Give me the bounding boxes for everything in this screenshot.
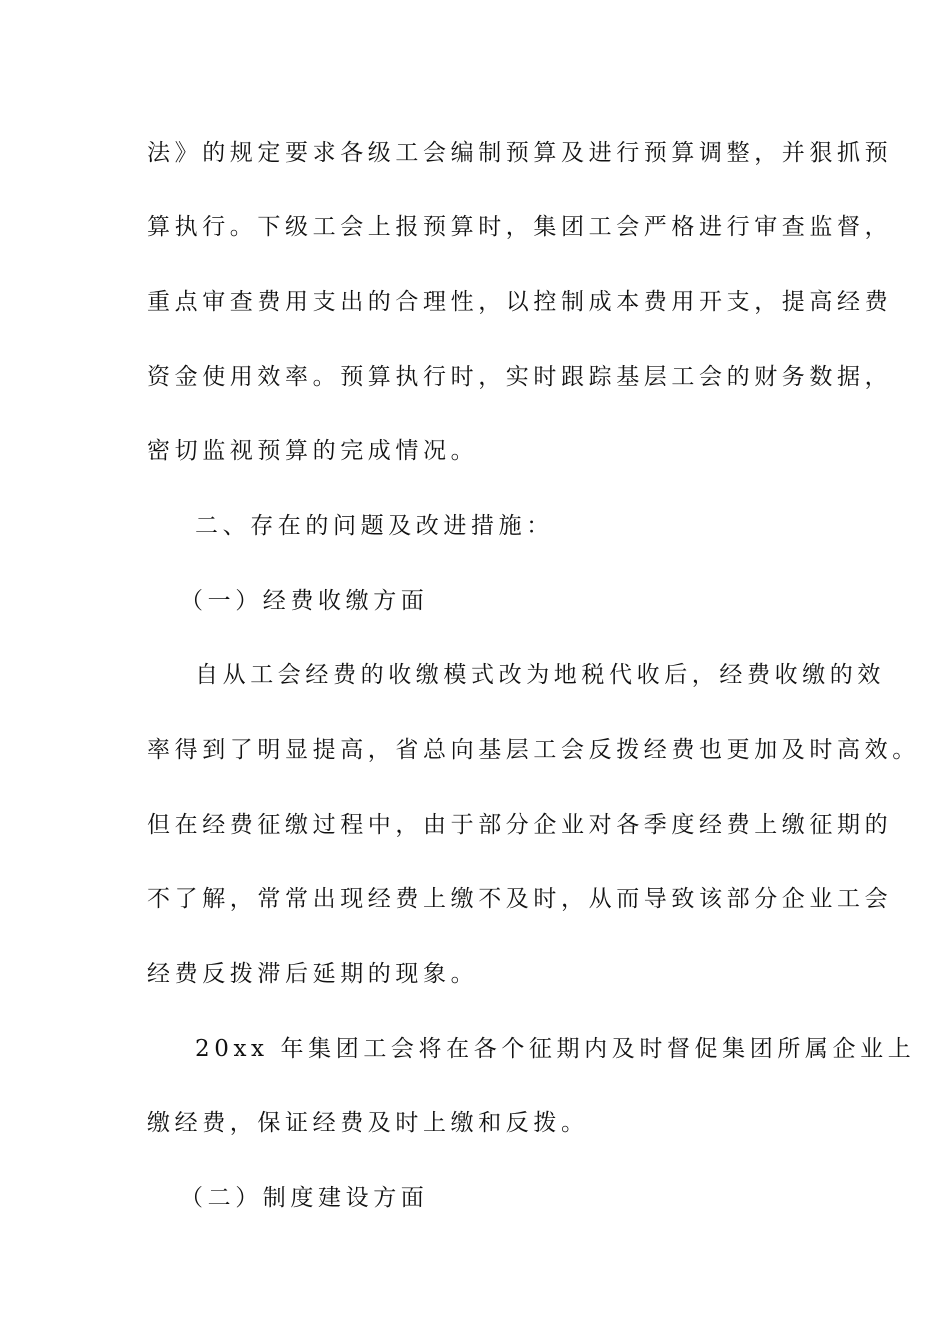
paragraph-line: 资金使用效率。预算执行时，实时跟踪基层工会的财务数据， [147,364,893,390]
paragraph-line: 经费反拨滞后延期的现象。 [147,961,479,987]
paragraph-line: 但在经费征缴过程中，由于部分企业对各季度经费上缴征期的 [147,812,893,838]
paragraph-line: 密切监视预算的完成情况。 [147,438,479,464]
paragraph-line: 算执行。下级工会上报预算时，集团工会严格进行审查监督， [147,214,893,240]
paragraph-line: 缴经费，保证经费及时上缴和反拨。 [147,1110,589,1136]
subsection-heading: （一）经费收缴方面 [180,588,429,614]
paragraph-line: 重点审查费用支出的合理性，以控制成本费用开支，提高经费 [147,289,893,315]
paragraph-line: 不了解，常常出现经费上缴不及时，从而导致该部分企业工会 [147,886,893,912]
paragraph-line: 率得到了明显提高，省总向基层工会反拨经费也更加及时高效。 [147,737,920,763]
subsection-heading: （二）制度建设方面 [180,1185,429,1211]
paragraph-line: 自从工会经费的收缴模式改为地税代收后，经费收缴的效 [195,662,885,688]
paragraph-line: 法》的规定要求各级工会编制预算及进行预算调整，并狠抓预 [147,140,893,166]
section-heading: 二、存在的问题及改进措施： [195,513,554,539]
paragraph-line: 20xx 年集团工会将在各个征期内及时督促集团所属企业上 [195,1036,916,1062]
